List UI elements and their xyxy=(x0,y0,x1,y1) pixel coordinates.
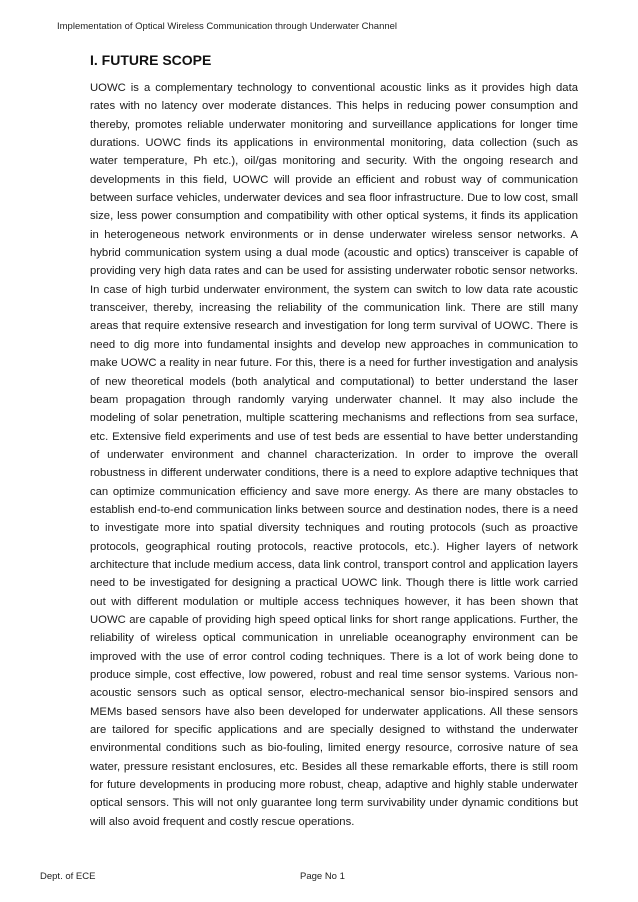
running-header: Implementation of Optical Wireless Communication through Underwater Channel xyxy=(57,21,398,32)
body-paragraph: UOWC is a complementary technology to conventional acoustic links as it provides high data rates with no latency over moderate distances. This helps in reducing power consumption and thereby, promotes reliable underwater monitoring and surveillance applications for longer time durations. UOWC finds its applications in environmental monitoring, data collection (such as water temperature, Ph etc.), oil/gas monitoring and security. With the ongoing research and developments in this field, UOWC will provide an efficient and robust way of communication between surface vehicles, underwater devices and sea floor infrastructure. Due to low cost, small size, less power consumption and compatibility with other optical systems, it finds its application in heterogeneous network environments or in dense underwater wireless sensor networks. A hybrid communication system using a dual mode (acoustic and optics) transceiver is capable of providing very high data rates and can be used for assisting underwater robotic sensor networks. In case of high turbid underwater environment, the system can switch to low data rate acoustic transceiver, thereby, increasing the reliability of the communication link. There are still many areas that require extensive research and investigation for long term survival of UOWC. There is need to dig more into fundamental insights and develop new approaches in communication to make UOWC a reality in near future. For this, there is a need for further investigation and analysis of new theoretical models (both analytical and computational) to better understand the laser beam propagation through randomly varying underwater channel. It may also include the modeling of solar penetration, multiple scattering mechanisms and reflections from sea surface, etc. Extensive field experiments and use of test beds are essential to have better understanding of underwater environment and channel characterization. In order to improve the overall robustness in different underwater conditions, there is a need to explore adaptive techniques that can optimize communication efficiency and save more energy. As there are many obstacles to establish end-to-end communication links between source and destination nodes, there is a need to investigate more into spatial diversity techniques and routing protocols (such as proactive protocols, geographical routing protocols, reactive protocols, etc.). Higher layers of network architecture that include medium access, data link control, transport control and application layers need to be investigated for designing a practical UOWC link. Though there is little work carried out with different modulation or multiple access techniques however, it has been shown that UOWC are capable of providing high speed optical links for short range applications. Further, the reliability of wireless optical communication in unreliable oceanography environment can be improved with the use of error control coding techniques. There is a lot of work being done to produce simple, cost effective, low powered, robust and real time sensor systems. Various non-acoustic sensors such as optical sensor, electro-mechanical sensor bio-inspired sensors and MEMs based sensors have also been developed for underwater applications. All these sensors are tailored for specific applications and are specially designed to withstand the underwater environmental conditions such as bio-fouling, limited energy resource, corrosive nature of sea water, pressure resistant enclosures, etc. Besides all these remarkable efforts, there is still room for future developments in producing more robust, cheap, adaptive and highly stable underwater optical sensors. This will not only guarantee long term survivability under dynamic conditions but will also avoid frequent and costly rescue operations. xyxy=(90,82,578,828)
footer-department: Dept. of ECE xyxy=(40,871,96,882)
section-heading: I. FUTURE SCOPE xyxy=(90,52,212,68)
footer-page-number: Page No 1 xyxy=(300,871,345,882)
